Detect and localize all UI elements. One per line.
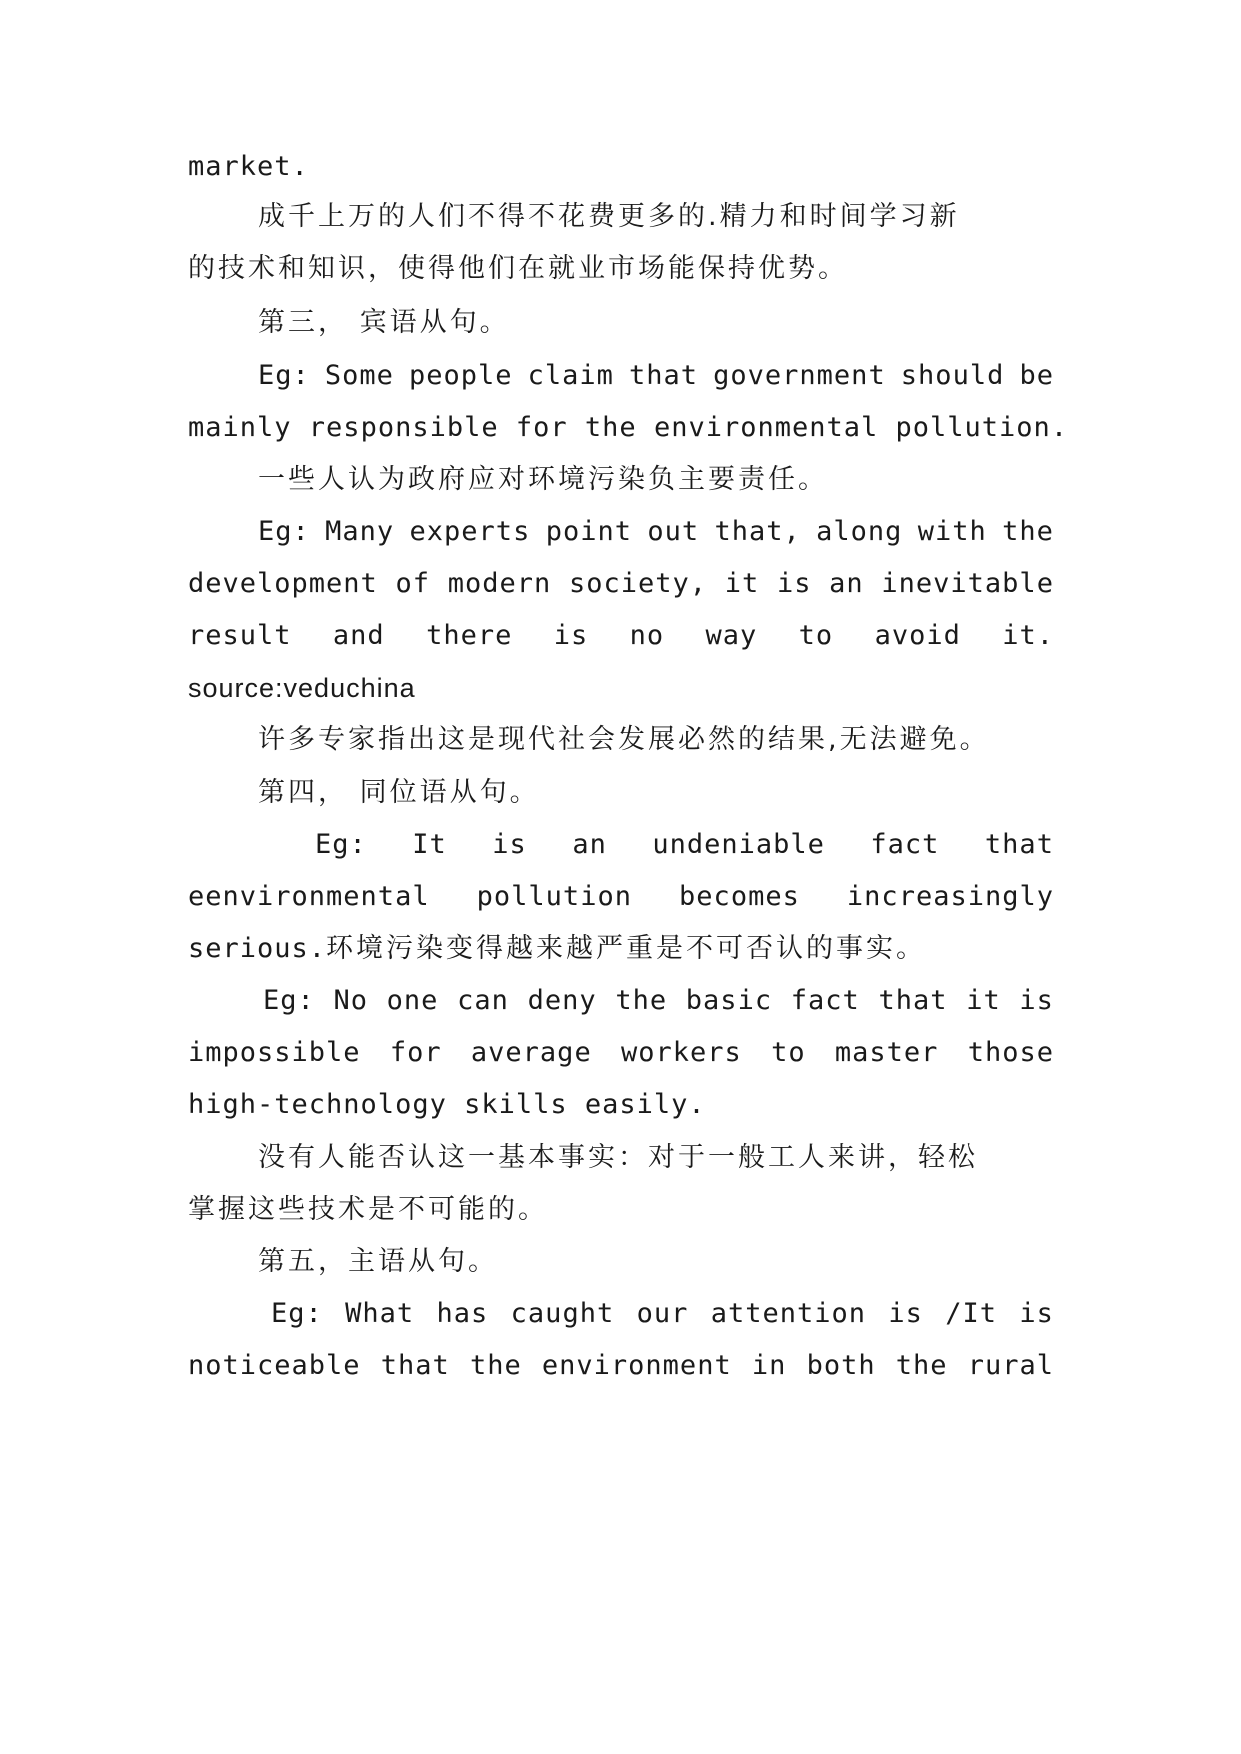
text-line — [188, 150, 1054, 184]
word: be — [1019, 360, 1054, 391]
text-line — [188, 1349, 1054, 1383]
word: attention — [710, 1298, 867, 1329]
word: an — [572, 829, 607, 860]
line-text: source:veduchina — [188, 673, 416, 703]
word: is — [1019, 1298, 1054, 1329]
word: fact — [790, 985, 860, 1016]
line-text: 掌握这些技术是不可能的。 — [188, 1194, 548, 1225]
word: responsible — [308, 412, 516, 443]
word: way — [705, 620, 758, 651]
word: has — [436, 1298, 489, 1329]
section-heading — [258, 776, 1054, 810]
word: the — [1002, 516, 1054, 547]
word: rural — [967, 1350, 1054, 1381]
text-line — [258, 515, 1054, 549]
word: that — [878, 985, 948, 1016]
word: our — [636, 1298, 689, 1329]
word: along — [816, 516, 903, 547]
word: noticeable — [188, 1350, 361, 1381]
line-text: 第三， 宾语从句。 — [258, 307, 510, 338]
word: no — [629, 620, 665, 651]
word: It — [412, 829, 447, 860]
word: that — [380, 1350, 450, 1381]
text-line — [188, 567, 1054, 601]
word: is — [553, 620, 589, 651]
word: it — [966, 985, 1001, 1016]
line-text: 第五，主语从句。 — [258, 1246, 498, 1277]
line-text: serious. — [188, 933, 327, 964]
text-line — [188, 1193, 1054, 1227]
text-line — [188, 1088, 1054, 1122]
word: basic — [685, 985, 773, 1016]
text-line — [258, 359, 1054, 393]
word: Many — [325, 516, 395, 547]
word: undeniable — [652, 829, 825, 860]
word: society, — [568, 568, 708, 599]
word: to — [771, 1037, 806, 1068]
word: experts — [409, 516, 531, 547]
text-line — [263, 984, 1054, 1018]
word: Eg: — [263, 985, 315, 1016]
word: Some — [324, 360, 394, 391]
text-line — [258, 723, 1054, 757]
word: is — [776, 568, 812, 599]
word: Eg: — [271, 1298, 323, 1329]
line-text: 一些人认为政府应对环境污染负主要责任。 — [258, 464, 828, 495]
line-text: 第四， 同位语从句。 — [258, 777, 540, 808]
word: environment — [541, 1350, 732, 1381]
word: becomes — [679, 881, 800, 912]
word: is — [492, 829, 527, 860]
word: should — [900, 360, 1005, 391]
word: /It — [945, 1298, 998, 1329]
text-line — [188, 880, 1054, 914]
line-text: market. — [188, 151, 309, 182]
word: for — [389, 1037, 442, 1068]
word: Eg: — [258, 360, 310, 391]
word: it — [724, 568, 760, 599]
word: is — [1019, 985, 1054, 1016]
word: modern — [447, 568, 552, 599]
source-line — [188, 671, 1054, 705]
word: environmental — [653, 412, 896, 443]
word: people — [409, 360, 513, 391]
word: workers — [620, 1037, 742, 1068]
text-line — [188, 1036, 1054, 1070]
word: What — [345, 1298, 415, 1329]
section-heading — [258, 1245, 1054, 1279]
word: deny — [527, 985, 597, 1016]
word: out — [647, 516, 700, 547]
word: the — [469, 1350, 522, 1381]
word: Eg: — [258, 516, 310, 547]
text-line — [315, 828, 1054, 862]
line-text: 许多专家指出这是现代社会发展必然的结果,无法避免。 — [258, 724, 990, 755]
text-line — [258, 1141, 1054, 1175]
word: fact — [870, 829, 940, 860]
word: No — [333, 985, 368, 1016]
word: inevitable — [881, 568, 1054, 599]
word: result — [188, 620, 292, 651]
word: development — [188, 568, 378, 599]
line-text: 环境污染变得越来越严重是不可否认的事实。 — [326, 933, 927, 964]
word: government — [713, 360, 886, 391]
word: of — [395, 568, 431, 599]
word: pollution. — [895, 412, 1069, 443]
line-text: 没有人能否认这一基本事实：对于一般工人来讲，轻松 — [258, 1142, 978, 1173]
word: an — [829, 568, 864, 599]
word: the — [895, 1350, 948, 1381]
word: claim — [527, 360, 614, 391]
word: can — [457, 985, 509, 1016]
word: those — [967, 1037, 1054, 1068]
word: one — [386, 985, 439, 1016]
word: average — [470, 1037, 592, 1068]
word: with — [917, 516, 987, 547]
word: pollution — [476, 881, 632, 912]
text-line — [271, 1297, 1054, 1331]
word: point — [545, 516, 632, 547]
text-line — [258, 463, 1054, 497]
word: eenvironmental — [188, 881, 430, 912]
line-text: high-technology skills easily. — [188, 1089, 706, 1120]
word: master — [834, 1037, 939, 1068]
section-heading — [258, 306, 1054, 340]
word: and — [332, 620, 385, 651]
word: that, — [714, 516, 801, 547]
word: for — [515, 412, 585, 443]
text-line — [258, 200, 1054, 234]
word: increasingly — [846, 881, 1054, 912]
text-line — [188, 252, 1054, 286]
text-line — [188, 411, 1069, 445]
word: the — [615, 985, 668, 1016]
word: it. — [1002, 620, 1054, 651]
word: is — [888, 1298, 923, 1329]
word: impossible — [188, 1037, 361, 1068]
word: the — [584, 412, 654, 443]
word: both — [806, 1350, 876, 1381]
word: Eg: — [315, 829, 367, 860]
word: there — [426, 620, 513, 651]
word: caught — [510, 1298, 615, 1329]
line-text: 的技术和知识，使得他们在就业市场能保持优势。 — [188, 253, 848, 284]
word: that — [629, 360, 699, 391]
word: avoid — [874, 620, 961, 651]
text-line — [188, 932, 1054, 966]
line-text: 成千上万的人们不得不花费更多的.精力和时间学习新 — [258, 201, 960, 232]
word: mainly — [188, 412, 309, 443]
word: that — [984, 829, 1054, 860]
word: to — [798, 620, 834, 651]
word: in — [751, 1350, 787, 1381]
text-line — [188, 619, 1054, 653]
